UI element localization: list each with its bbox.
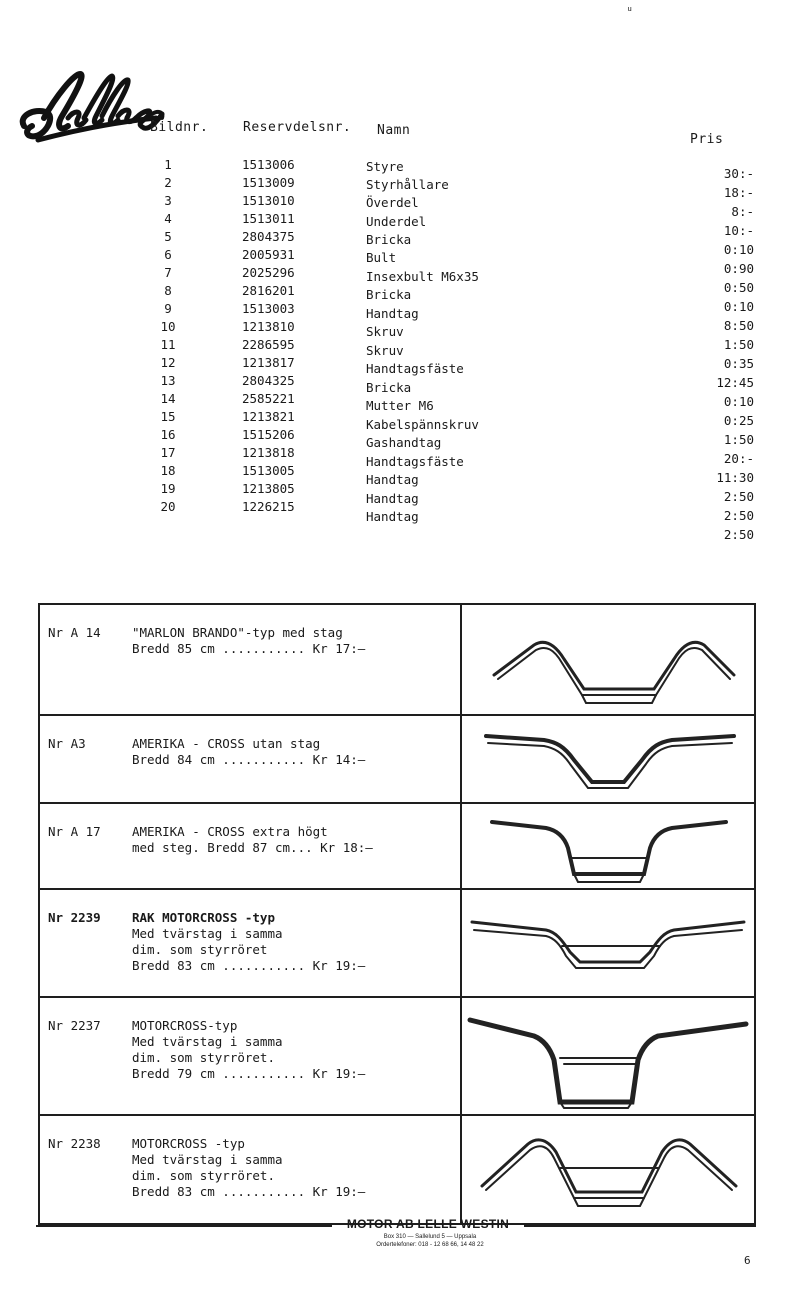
- handlebar-description: [132, 824, 373, 856]
- part-name: Handtag: [366, 472, 419, 487]
- part-price: 0:10: [723, 394, 754, 409]
- part-name: Gashandtag: [366, 435, 442, 450]
- handlebar-description: [132, 625, 365, 657]
- part-price: 8:-: [731, 204, 754, 219]
- part-name: Bult: [366, 250, 397, 265]
- part-price: 2:50: [723, 489, 754, 504]
- handlebar-item: [40, 1116, 754, 1223]
- spare-part-number: 2804375: [242, 229, 295, 244]
- part-price: 18:-: [723, 185, 754, 200]
- spare-part-number: 1213805: [242, 481, 295, 496]
- description-line: Bredd 84 cm ........... Kr 14:—: [132, 752, 366, 767]
- part-number: 14: [160, 391, 176, 406]
- description-line: Med tvärstag i samma: [132, 1152, 283, 1167]
- part-price: 11:30: [716, 470, 754, 485]
- spare-part-number: 1213818: [242, 445, 295, 460]
- spare-part-number: 2585221: [242, 391, 295, 406]
- part-price: 20:-: [723, 451, 754, 466]
- table-row: [0, 175, 800, 200]
- lelles-logo: [16, 56, 166, 156]
- part-number: 3: [164, 193, 172, 208]
- handlebar-item: [40, 890, 754, 998]
- part-number: 6: [164, 247, 172, 262]
- part-number: 10: [160, 319, 176, 334]
- company-name: MOTOR AB LELLE WESTIN: [346, 1217, 510, 1231]
- part-price: 0:50: [723, 280, 754, 295]
- part-price: 0:10: [723, 242, 754, 257]
- description-line: Bredd 83 cm ........... Kr 19:—: [132, 958, 366, 973]
- part-number: 17: [160, 445, 176, 460]
- company-address: Box 310 — Sallelund 5 — Uppsala: [383, 1234, 477, 1240]
- part-price: 0:25: [723, 413, 754, 428]
- part-number: 7: [164, 265, 172, 280]
- part-price: 0:10: [723, 299, 754, 314]
- handlebar-catalog: [38, 603, 756, 1225]
- handlebar-number: Nr 2237: [48, 1018, 101, 1033]
- part-number: 2: [164, 175, 172, 190]
- part-number: 20: [160, 499, 176, 514]
- part-number: 4: [164, 211, 172, 226]
- footer-rule-left: [36, 1225, 332, 1227]
- part-name: Handtag: [366, 306, 419, 321]
- part-name: Styre: [366, 159, 404, 174]
- column-header-reservdelsnr: Reservdelsnr.: [243, 120, 352, 135]
- handlebar-description: [132, 910, 365, 974]
- page-number: 6: [744, 1254, 751, 1267]
- description-line: AMERIKA - CROSS extra högt: [132, 824, 328, 839]
- description-line: dim. som styrröret: [132, 942, 268, 957]
- corner-mark: ᵤ: [626, 0, 634, 14]
- spare-part-number: 1513005: [242, 463, 295, 478]
- part-price: 0:35: [723, 356, 754, 371]
- part-number: 5: [164, 229, 172, 244]
- handlebar-number: Nr A 14: [48, 625, 101, 640]
- description-line: Bredd 85 cm ........... Kr 17:—: [132, 641, 366, 656]
- handlebar-motorcross-2238-illustration: [464, 1116, 752, 1221]
- part-name: Bricka: [366, 287, 412, 302]
- description-line: MOTORCROSS-typ: [132, 1018, 238, 1033]
- column-header-namn: Namn: [377, 123, 411, 138]
- column-header-pris: Pris: [690, 132, 724, 147]
- handlebar-number: Nr 2238: [48, 1136, 101, 1151]
- description-line: Bredd 79 cm ........... Kr 19:—: [132, 1066, 366, 1081]
- part-name: Skruv: [366, 324, 404, 339]
- part-name: Handtag: [366, 491, 419, 506]
- part-price: 0:90: [723, 261, 754, 276]
- part-number: 11: [160, 337, 176, 352]
- spare-part-number: 1515206: [242, 427, 295, 442]
- spare-part-number: 1513006: [242, 157, 295, 172]
- part-number: 16: [160, 427, 176, 442]
- part-name: Bricka: [366, 232, 412, 247]
- handlebar-amerika-cross-illustration: [464, 716, 752, 802]
- handlebar-item: [40, 804, 754, 890]
- handlebar-item: [40, 716, 754, 804]
- handlebar-item: [40, 998, 754, 1116]
- part-name: Bricka: [366, 380, 412, 395]
- spare-part-number: 1213810: [242, 319, 295, 334]
- part-number: 9: [164, 301, 172, 316]
- part-number: 12: [160, 355, 176, 370]
- part-number: 15: [160, 409, 176, 424]
- spare-part-number: 2005931: [242, 247, 295, 262]
- spare-part-number: 2816201: [242, 283, 295, 298]
- spare-part-number: 2025296: [242, 265, 295, 280]
- spare-part-number: 1513003: [242, 301, 295, 316]
- spare-part-number: 1513009: [242, 175, 295, 190]
- company-address-block: [300, 1233, 560, 1249]
- description-line: Med tvärstag i samma: [132, 926, 283, 941]
- part-price: 10:-: [723, 223, 754, 238]
- spare-part-number: 1513010: [242, 193, 295, 208]
- footer-rule-right: [524, 1225, 756, 1227]
- order-phones: Ordertelefoner: 018 - 12 68 66, 14 48 22: [376, 1242, 484, 1248]
- part-number: 8: [164, 283, 172, 298]
- description-line: dim. som styrröret.: [132, 1168, 275, 1183]
- description-line: AMERIKA - CROSS utan stag: [132, 736, 321, 751]
- part-name: Handtagsfäste: [366, 454, 464, 469]
- spare-part-number: 1226215: [242, 499, 295, 514]
- part-name: Insexbult M6x35: [366, 269, 479, 284]
- description-line: Med tvärstag i samma: [132, 1034, 283, 1049]
- description-line: Bredd 83 cm ........... Kr 19:—: [132, 1184, 366, 1199]
- handlebar-description: [132, 1018, 365, 1082]
- table-row: [0, 157, 800, 181]
- spare-part-number: 1513011: [242, 211, 295, 226]
- part-price: 12:45: [716, 375, 754, 390]
- part-name: Underdel: [366, 214, 427, 229]
- part-price: 30:-: [723, 166, 754, 181]
- part-name: Styrhållare: [366, 177, 449, 192]
- handlebar-rak-motorcross-illustration: [464, 890, 752, 996]
- description-line: "MARLON BRANDO"-typ med stag: [132, 625, 343, 640]
- description-line: MOTORCROSS -typ: [132, 1136, 245, 1151]
- part-number: 19: [160, 481, 176, 496]
- handlebar-motorcross-2237-illustration: [464, 998, 752, 1114]
- handlebar-number: Nr A 17: [48, 824, 101, 839]
- part-number: 13: [160, 373, 176, 388]
- part-name: Överdel: [366, 195, 419, 210]
- handlebar-marlon-brando-illustration: [464, 605, 752, 714]
- handlebar-number: Nr A3: [48, 736, 86, 751]
- handlebar-description: [132, 1136, 365, 1200]
- description-line: med steg. Bredd 87 cm... Kr 18:—: [132, 840, 373, 855]
- spare-part-number: 2286595: [242, 337, 295, 352]
- part-price: 1:50: [723, 432, 754, 447]
- part-name: Kabelspännskruv: [366, 417, 479, 432]
- handlebar-amerika-cross-extra-high-illustration: [464, 804, 752, 888]
- part-price: 2:50: [723, 527, 754, 542]
- part-price: 2:50: [723, 508, 754, 523]
- table-row: [0, 499, 800, 542]
- handlebar-description: [132, 736, 365, 768]
- part-number: 18: [160, 463, 176, 478]
- part-price: 8:50: [723, 318, 754, 333]
- description-line: dim. som styrröret.: [132, 1050, 275, 1065]
- handlebar-item: [40, 605, 754, 716]
- spare-part-number: 1213817: [242, 355, 295, 370]
- spare-part-number: 1213821: [242, 409, 295, 424]
- part-name: Handtagsfäste: [366, 361, 464, 376]
- description-line: RAK MOTORCROSS -typ: [132, 910, 275, 925]
- handlebar-number: Nr 2239: [48, 910, 101, 925]
- column-header-bildnr: Bildnr.: [150, 120, 209, 135]
- part-name: Handtag: [366, 509, 419, 524]
- part-name: Skruv: [366, 343, 404, 358]
- part-name: Mutter M6: [366, 398, 434, 413]
- part-price: 1:50: [723, 337, 754, 352]
- part-number: 1: [164, 157, 172, 172]
- spare-part-number: 2804325: [242, 373, 295, 388]
